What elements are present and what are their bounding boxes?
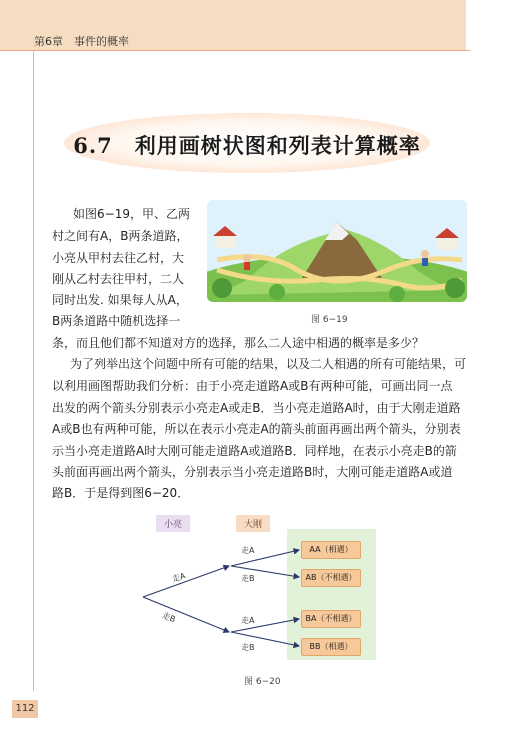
outcome-box: AA（相遇） [301,541,361,559]
branch-label-level2: 走B [241,643,255,652]
branch-label-level2: 走A [241,616,255,625]
intro-line: 如图6−19，甲、乙两 [73,207,190,221]
tree-column-label-dagang: 大刚 [236,515,270,532]
intro-line: 刚从乙村去往甲村，二人 [52,272,185,286]
body-line: 以利用画图帮助我们分析：由于小亮走道路A或B有两种可能，可画出同一点 [52,379,453,393]
branch-label-level2: 走A [241,546,255,555]
body-line: 头前面再画出两个箭头，分别表示当小亮走道路B时，大刚可能走道路A或道 [52,465,453,479]
arrow-root-to-B [143,597,229,632]
body-line: 出发的两个箭头分别表示小亮走A或走B．当小亮走道路A时，由于大刚走道路 [52,401,461,415]
intro-line: 村之间有A，B两条道路， [52,229,189,243]
body-line: 为了列举出这个问题中所有可能的结果，以及二人相遇的所有可能结果，可 [70,357,467,371]
intro-line: 条，而且他们都不知道对方的选择，那么二人途中相遇的概率是多少？ [52,336,425,350]
section-title: 6.7 利用画树状图和列表计算概率 [73,133,421,158]
arrow-root-to-A [143,566,229,597]
outcome-box: BB（相遇） [301,638,361,656]
outcome-box: AB（不相遇） [301,569,361,587]
branch-label-level1: 走B [160,610,177,625]
figure-caption-6-20: 图 6−20 [244,677,281,687]
body-line: 示当小亮走道路A时大刚可能走道路A或道路B．同样地，在表示小亮走B的箭 [52,444,457,458]
chapter-header-text: 第6章 事件的概率 [34,35,129,48]
intro-line: 小亮从甲村去往乙村，大 [52,251,185,265]
tree-column-label-xiaoliang: 小亮 [156,515,190,532]
outcome-box: BA（不相遇） [301,610,361,628]
body-line: 路B．于是得到图6−20． [52,486,190,500]
body-line: A或B也有两种可能，所以在表示小亮走A的箭头前面再画出两个箭头，分别表 [52,422,461,436]
intro-line: B两条道路中随机选择一 [52,314,181,328]
page-number: 112 [12,700,38,718]
intro-line: 同时出发. 如果每人从A， [52,293,188,307]
figure-caption-6-19: 图 6−19 [311,315,348,325]
branch-label-level1: 走A [170,571,187,584]
branch-label-level2: 走B [241,574,255,583]
